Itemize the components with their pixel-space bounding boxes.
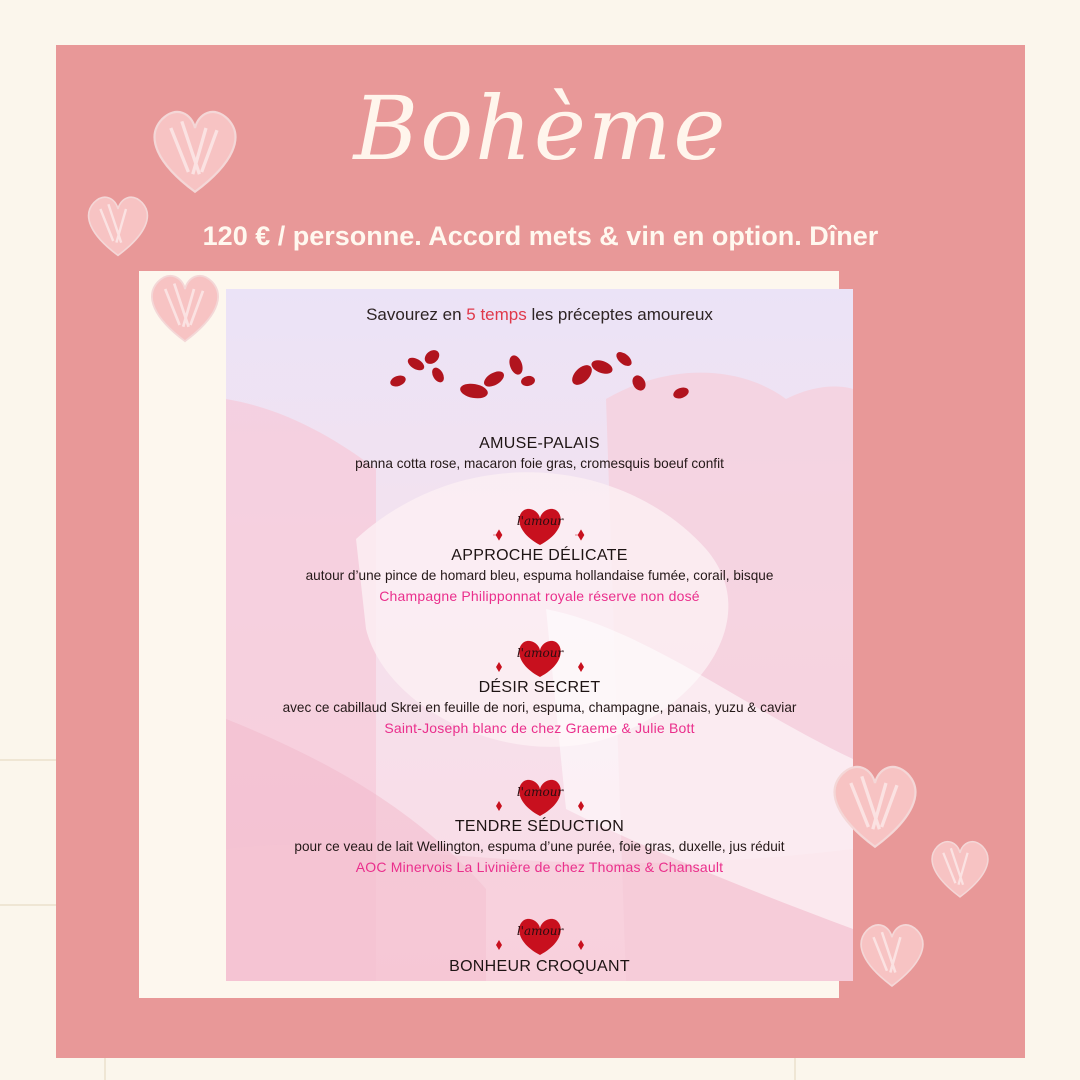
wine-pairing: Saint-Joseph blanc de chez Graeme & Julie Bott (384, 720, 695, 736)
heart-divider-2 (226, 631, 853, 685)
heart-icon (78, 185, 158, 265)
course-name: DÉSIR SECRET (478, 679, 601, 696)
course-name: TENDRE SÉDUCTION (454, 818, 625, 835)
wine-pairing: Champagne Philipponnat royale réserve non dosé (379, 588, 700, 604)
divider-label: l'amour (516, 924, 563, 938)
course-4 (226, 818, 853, 875)
course-5 (226, 958, 853, 979)
course-name: BONHEUR CROQUANT (449, 958, 630, 975)
page-title: Bohème (353, 77, 728, 180)
page-subtitle: 120 € / personne. Accord mets & vin en option. Dîner (202, 221, 879, 251)
heart-icon (470, 631, 610, 685)
divider-label: l'amour (516, 646, 563, 660)
course-description: autour d’une pince de homard bleu, espuma hollandaise fumée, corail, bisque (305, 568, 774, 583)
heart-icon (850, 912, 934, 996)
wine-pairing: AOC Minervois La Livinière de chez Thomas & Chansault (355, 859, 724, 875)
heart-icon (140, 262, 230, 352)
heart-icon (470, 909, 610, 963)
heart-icon (820, 750, 930, 860)
course-name: APPROCHE DÉLICATE (451, 547, 628, 564)
course-name: AMUSE-PALAIS (479, 435, 600, 452)
course-2 (226, 547, 853, 604)
rose-petals-icon (226, 349, 853, 419)
menu-image (226, 289, 853, 981)
heart-divider-1 (226, 499, 853, 553)
divider-label: l'amour (516, 514, 563, 528)
course-3 (226, 679, 853, 736)
course-1 (226, 435, 853, 471)
course-description: panna cotta rose, macaron foie gras, cromesquis boeuf confit (355, 456, 724, 471)
intro-text-end: les préceptes amoureux (526, 305, 713, 324)
heart-icon (922, 830, 998, 906)
course-description: avec ce cabillaud Skrei en feuille de nori, espuma, champagne, panais, yuzu & caviar (282, 700, 797, 715)
menu-intro (226, 305, 853, 325)
divider-label: l'amour (516, 785, 563, 799)
intro-text: Savourez en (366, 305, 467, 324)
course-description: pour ce veau de lait Wellington, espuma d’une purée, foie gras, duxelle, jus réduit (294, 839, 785, 854)
heart-divider-4 (226, 909, 853, 963)
intro-accent: 5 temps (466, 305, 527, 324)
heart-icon (470, 770, 610, 824)
heart-icon (470, 499, 610, 553)
heart-divider-3 (226, 770, 853, 824)
menu-card (139, 271, 839, 998)
